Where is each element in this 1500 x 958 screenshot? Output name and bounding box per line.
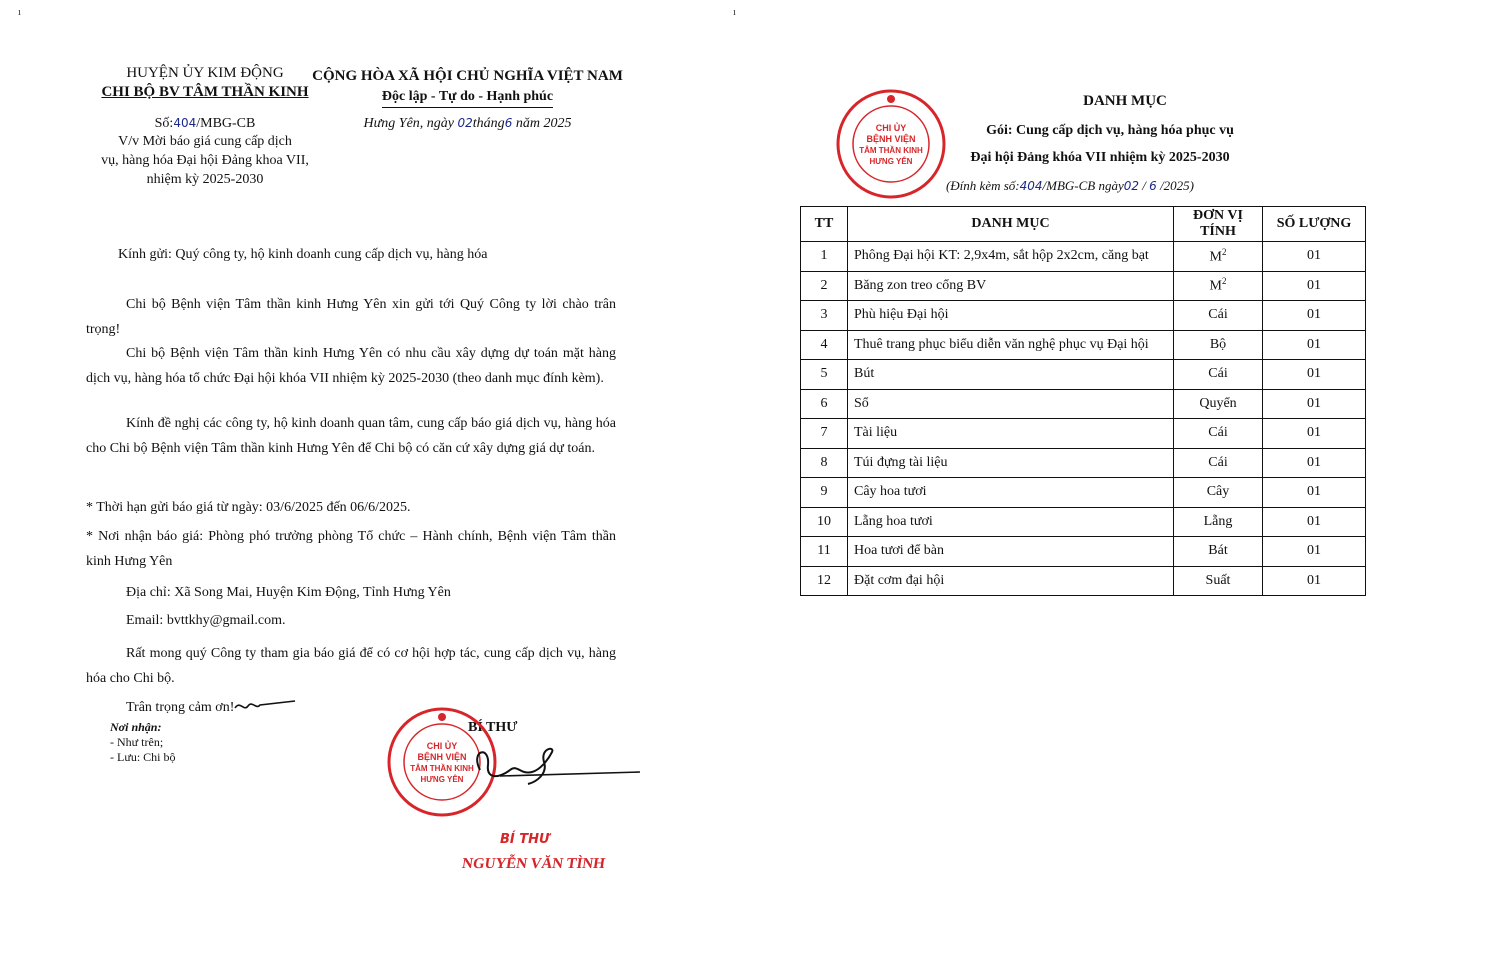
scan-mark: ı [18,6,22,18]
row-number: 4 [801,330,848,360]
republic-name: CỘNG HÒA XÃ HỘI CHỦ NGHĨA VIỆT NAM [312,68,623,84]
row-number: 2 [801,271,848,301]
row-unit [1174,360,1263,390]
closing-paragraph: Rất mong quý Công ty tham gia báo giá để có cơ hội hợp tác, cung cấp dịch vụ, hàng hóa cho Chi bộ. [86,646,616,686]
table-row [801,360,1366,390]
row-quantity: 01 [1263,419,1366,449]
greeting: Kính gửi: Quý công ty, hộ kinh doanh cung cấp dịch vụ, hàng hóa [118,247,488,262]
row-quantity: 01 [1263,242,1366,272]
letter-page [0,0,745,958]
row-item: Phông Đại hội KT: 2,9x4m, sắt hộp 2x2cm, căng bạt [848,242,1174,272]
row-item: Thuê trang phục biểu diễn văn nghệ phục vụ Đại hội [848,330,1174,360]
unit-label: Lẵng [1203,513,1233,529]
signature [440,740,650,800]
stamp-line: HƯNG YÊN [420,775,464,784]
row-item: Tài liệu [848,419,1174,449]
email-line: Email: bvttkhy@gmail.com. [126,613,286,628]
row-number: 12 [801,566,848,596]
row-item: Hoa tươi để bàn [848,537,1174,567]
doc-number: Số:404/MBG-CB [154,116,256,131]
table-row [801,242,1366,272]
stamp-line: HƯNG YÊN [869,157,913,166]
unit-label: Cây [1206,484,1230,500]
col-header-unit: ĐƠN VỊ TÍNH [1174,207,1263,242]
unit-label: Quyển [1199,395,1237,411]
row-quantity: 01 [1263,330,1366,360]
row-number: 3 [801,301,848,331]
unit-superscript: 2 [1221,246,1227,257]
col-header-tt: TT [801,207,848,242]
table-row [801,478,1366,508]
row-unit [1174,301,1263,331]
thanks-line: Trân trọng cảm ơn! [126,700,235,715]
recipient-item: - Như trên; [110,735,164,749]
subject-line: V/v Mời báo giá cung cấp dịch vụ, hàng hóa Đại hội Đảng khoa VII, nhiệm kỳ 2025-2030 [101,134,309,187]
org-parent: HUYỆN ỦY KIM ĐỘNG [126,65,284,81]
row-item: Phù hiệu Đại hội [848,301,1174,331]
appendix-title: DANH MỤC [1083,93,1167,109]
scan-mark: ı [733,6,737,18]
row-item: Sổ [848,389,1174,419]
table-body [801,242,1366,596]
recipients-heading: Nơi nhận: [110,720,162,734]
row-quantity: 01 [1263,389,1366,419]
row-item: Băng zon treo cổng BV [848,271,1174,301]
row-quantity: 01 [1263,478,1366,508]
unit-label: M [1209,249,1222,265]
row-unit [1174,507,1263,537]
row-number: 7 [801,419,848,449]
table-header-row [801,207,1366,242]
body-paragraph-2: Chi bộ Bệnh viện Tâm thần kinh Hưng Yên có nhu cầu xây dựng dự toán mặt hàng dịch vụ, hàng hóa tổ chức Đại hội khóa VII nhiệm kỳ 2025-2030 (theo danh mục đính kèm). [86,346,616,386]
doc-number-handwritten: 404 [173,116,197,130]
col-header-qty: SỐ LƯỢNG [1263,207,1366,242]
stamp-line: TÂM THẦN KINH [859,146,923,155]
body-paragraph-1: Chi bộ Bệnh viện Tâm thần kinh Hưng Yên xin gửi tới Quý Công ty lời chào trân trọng! [86,297,616,337]
row-unit [1174,478,1263,508]
row-unit [1174,566,1263,596]
row-unit [1174,419,1263,449]
row-number: 1 [801,242,848,272]
row-number: 10 [801,507,848,537]
row-unit [1174,389,1263,419]
appendix-subtitle: Gói: Cung cấp dịch vụ, hàng hóa phục vụ [986,123,1234,138]
row-item: Đặt cơm đại hội [848,566,1174,596]
table-row [801,537,1366,567]
table-row [801,389,1366,419]
row-quantity: 01 [1263,301,1366,331]
stamp-line: BỆNH VIỆN [417,752,467,762]
row-quantity: 01 [1263,507,1366,537]
signer-title: BÍ THƯ [468,720,518,735]
address-line: Địa chỉ: Xã Song Mai, Huyện Kim Động, Tỉnh Hưng Yên [126,585,451,600]
body-paragraph-3: Kính đề nghị các công ty, hộ kinh doanh quan tâm, cung cấp báo giá dịch vụ, hàng hóa cho Chi bộ Bệnh viện Tâm thần kinh Hưng Yên để Chi bộ có căn cứ xây dựng giá dự toán. [86,416,616,456]
stamp-line: TÂM THẦN KINH [410,764,474,773]
stamp-line: BỆNH VIỆN [866,134,916,144]
table-row [801,566,1366,596]
unit-label: Bát [1208,543,1228,559]
unit-label: M [1209,279,1222,295]
table-row [801,301,1366,331]
row-unit [1174,242,1263,272]
signer-role-stamp: BÍ THƯ [500,832,550,847]
row-unit [1174,271,1263,301]
appendix-page [733,0,1500,958]
row-number: 11 [801,537,848,567]
table-row [801,271,1366,301]
stamp-line: CHI ỦY [875,123,907,133]
table-row [801,507,1366,537]
row-unit [1174,537,1263,567]
row-number: 6 [801,389,848,419]
items-table [800,206,1366,596]
table-row [801,448,1366,478]
place-date: Hưng Yên, ngày 02tháng6 năm 2025 [363,116,572,131]
issuer-header [85,64,325,102]
unit-label: Cái [1208,307,1228,323]
row-item: Bút [848,360,1174,390]
row-item: Cây hoa tươi [848,478,1174,508]
unit-label: Cái [1208,366,1228,382]
row-quantity: 01 [1263,566,1366,596]
row-quantity: 01 [1263,271,1366,301]
row-item: Túi đựng tài liệu [848,448,1174,478]
row-quantity: 01 [1263,537,1366,567]
row-quantity: 01 [1263,448,1366,478]
row-number: 5 [801,360,848,390]
unit-superscript: 2 [1221,276,1227,287]
row-item: Lẵng hoa tươi [848,507,1174,537]
appendix-attachment-ref: (Đính kèm số:404/MBG-CB ngày02 / 6 /2025) [945,178,1195,193]
national-header [305,66,630,108]
recipient-item: - Lưu: Chi bộ [110,750,176,764]
initials-scribble [230,696,300,716]
row-unit [1174,330,1263,360]
signer-name: NGUYỄN VĂN TÌNH [460,856,607,872]
unit-label: Cái [1208,454,1228,470]
table-row [801,419,1366,449]
deadline-note: * Thời hạn gửi báo giá từ ngày: 03/6/2025 đến 06/6/2025. [86,500,411,515]
stamp-line: CHI ỦY [426,741,458,751]
national-motto: Độc lập - Tự do - Hạnh phúc [382,87,553,108]
row-unit [1174,448,1263,478]
receive-note: * Nơi nhận báo giá: Phòng phó trưởng phòng Tổ chức – Hành chính, Bệnh viện Tâm thần kinh Hưng Yên [86,529,616,569]
unit-label: Suất [1205,572,1231,588]
col-header-item: DANH MỤC [848,207,1174,242]
appendix-subtitle: Đại hội Đảng khóa VII nhiệm kỳ 2025-2030 [970,150,1230,165]
org-unit: CHI BỘ BV TÂM THẦN KINH [101,84,309,100]
unit-label: Bộ [1209,336,1227,352]
table-row [801,330,1366,360]
unit-label: Cái [1208,425,1228,441]
row-number: 9 [801,478,848,508]
row-number: 8 [801,448,848,478]
row-quantity: 01 [1263,360,1366,390]
